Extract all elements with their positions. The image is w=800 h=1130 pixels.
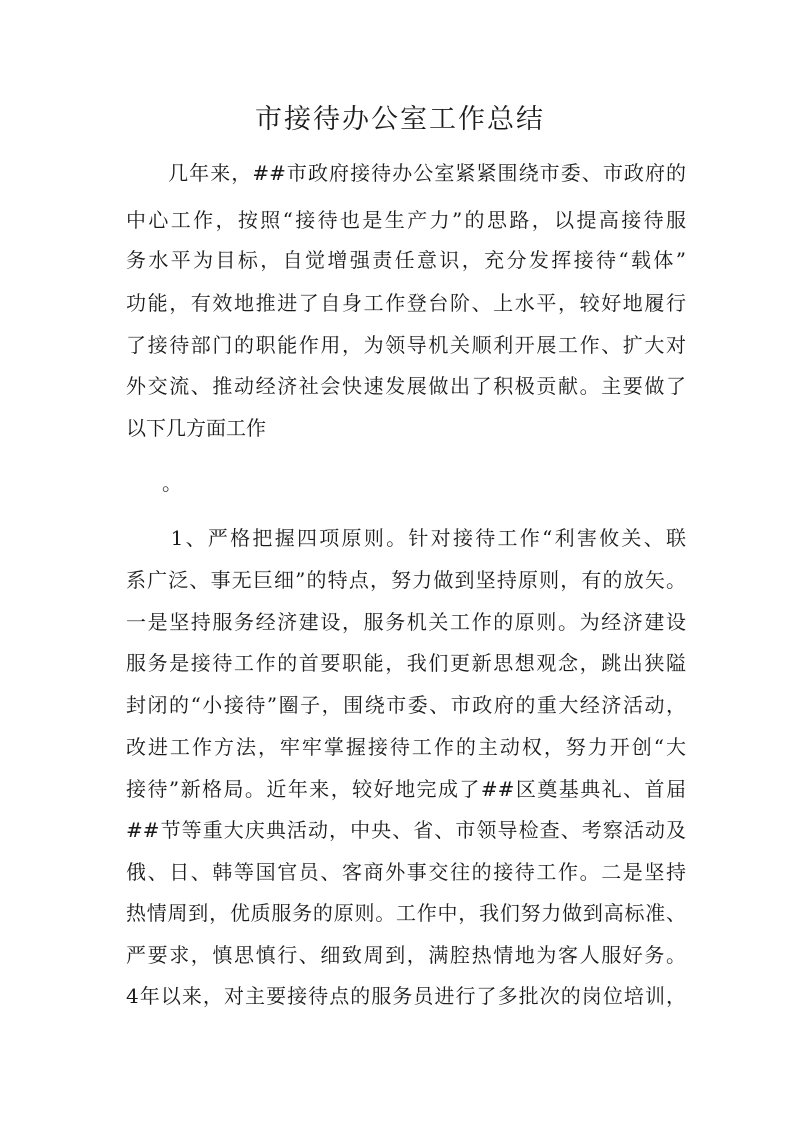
paragraph2-line-2: 系广泛、事无巨细”的特点，努力做到坚持原则，有的放矢。 [126,568,686,592]
paragraph1-line-1: 几年来，##市政府接待办公室紧紧围绕市委、市政府的 [126,161,686,185]
paragraph1-line-2: 中心工作，按照“接待也是生产力”的思路，以提高接待服 [126,208,686,232]
paragraph2-line-6: 改进工作方法，牢牢掌握接待工作的主动权，努力开创“大 [126,735,686,759]
paragraph2-line-3: 一是坚持服务经济建设，服务机关工作的原则。为经济建设 [126,610,686,634]
paragraph1-line-3: 务水平为目标，自觉增强责任意识，充分发挥接待“载体” [126,248,686,272]
document-title: 市接待办公室工作总结 [255,104,545,135]
paragraph1-line-6: 外交流、推动经济社会快速发展做出了积极贡献。主要做了 [126,374,686,398]
paragraph2-line-12: 4年以来，对主要接待点的服务员进行了多批次的岗位培训， [126,984,686,1008]
paragraph2-line-9: 俄、日、韩等国官员、客商外事交往的接待工作。二是坚持 [126,860,686,884]
separator-mark: 。 [162,471,182,495]
paragraph2-line-8: ##节等重大庆典活动，中央、省、市领导检查、考察活动及 [126,818,686,842]
paragraph2-line-4: 服务是接待工作的首要职能，我们更新思想观念，跳出狭隘 [126,651,686,675]
paragraph2-line-10: 热情周到，优质服务的原则。工作中，我们努力做到高标准、 [126,901,686,925]
paragraph1-line-4: 功能，有效地推进了自身工作登台阶、上水平，较好地履行 [126,291,686,315]
paragraph1-line-5: 了接待部门的职能作用，为领导机关顺利开展工作、扩大对 [126,333,686,357]
paragraph2-line-11: 严要求，慎思慎行、细致周到，满腔热情地为客人服好务。 [126,943,686,967]
paragraph2-line-5: 封闭的“小接待”圈子，围绕市委、市政府的重大经济活动， [126,693,686,717]
paragraph2-line-7: 接待”新格局。近年来，较好地完成了##区奠基典礼、首届 [126,777,686,801]
paragraph2-line-1: 1、严格把握四项原则。针对接待工作“利害攸关、联 [126,526,686,550]
paragraph1-line-7: 以下几方面工作 [126,416,266,440]
